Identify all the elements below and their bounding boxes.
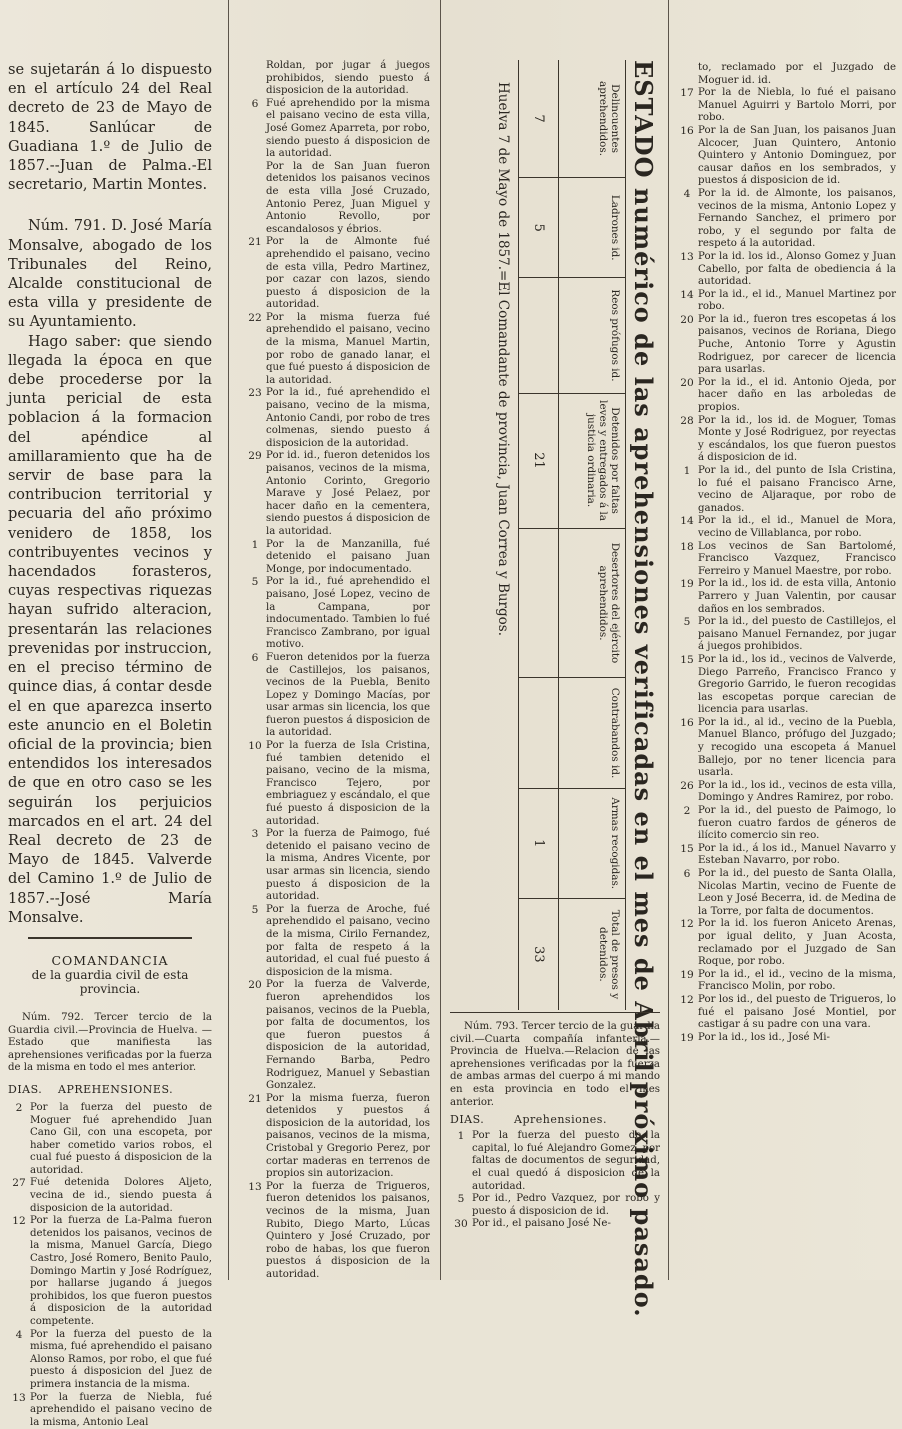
entry-text: Por la de Niebla, lo fué el paisano Manuel Aguirri y Bartolo Morri, por robo.: [698, 87, 896, 124]
entry-day: 3: [251, 828, 259, 841]
entry-day: 13: [680, 250, 694, 263]
entry-day: 19: [680, 1031, 694, 1044]
table-header: Delincuentes aprehendidos.: [597, 81, 621, 157]
entry-text: Por la id., del puesto de Santa Olalla, Nicolas Martin, vecino de Fuente de Leon y José Becerra, id. de Medina de la Torre, por falta de documentos.: [698, 868, 896, 917]
entry-text: Por la id., fué aprehendido el paisano, José Lopez, vecino de la Campana, por indocumentado. Tambien lo fué Francisco Zambrano, por igual motivo.: [266, 576, 430, 651]
table-column: [519, 789, 625, 899]
list-item: [676, 314, 896, 377]
dias-label: DIAS.: [8, 1082, 43, 1096]
list-item: [244, 98, 430, 161]
entry-day: 6: [251, 97, 259, 110]
list-item: [676, 465, 896, 515]
list-item: [676, 377, 896, 415]
dias-label: DIAS.: [450, 1113, 485, 1127]
entry-day: 17: [680, 87, 694, 100]
aprehensiones-label: Aprehensiones.: [514, 1113, 607, 1127]
table-column: [519, 678, 625, 788]
entry-text: Por la id. los id., Alonso Gomez y Juan Cabello, por falta de obediencia á la autoridad.: [698, 250, 896, 288]
table-header: Armas recogidas.: [609, 797, 621, 890]
table-column: [519, 394, 625, 529]
list-item: [244, 740, 430, 828]
estado-signature: Huelva 7 de Mayo de 1857.=El Comandante de provincia, Juan Correa y Burgos.: [495, 82, 511, 637]
entry-text: Por la id., los id., José Mi-: [698, 1031, 830, 1043]
list-item: [244, 1093, 430, 1181]
list-item: [8, 1329, 212, 1392]
list-item: [450, 1193, 660, 1218]
entry-text: Por la id., los id. de esta villa, Antonio Parrero y Juan Valentin, por causar daños en los sembrados.: [698, 578, 896, 615]
list-item: [676, 654, 896, 717]
entry-text: Por la id., fué aprehendido el paisano, vecino de la misma, Antonio Candi, por robo de tres colmenas, siendo puesto á disposicion de la autoridad.: [266, 387, 430, 449]
entry-text: Por la id., del puesto de Castillejos, el paisano Manuel Fernandez, por jugar á juegos prohibidos.: [698, 616, 896, 653]
list-item: [8, 1215, 212, 1328]
entry-text: Por la fuerza de Paimogo, fué detenido el paisano vecino de la misma, Andres Vicente, por usar armas sin licencia, siendo puesto á disposicion de la autoridad.: [266, 828, 430, 903]
table-column: [519, 529, 625, 679]
entry-text: Por la fuerza de Niebla, fué aprehendido el paisano vecino de la misma, Antonio Leal: [30, 1391, 212, 1428]
entry-day: 5: [457, 1193, 465, 1206]
list-item: [676, 188, 896, 251]
list-item: [244, 1181, 430, 1282]
entry-text: Los vecinos de San Bartolomé, Francisco Vazquez, Francisco Ferreiro y Manuel Maestre, por robo.: [698, 540, 896, 577]
entry-text: Por la id., el id., Manuel Martinez por robo.: [698, 288, 896, 313]
list-item: [676, 868, 896, 918]
list-item: [676, 541, 896, 579]
entry-text: Por la fuerza del puesto de la misma, fué aprehendido el paisano Alonso Ramos, por robo, el que fué puesto á disposicion del Juez de primera instancia de la misma.: [30, 1328, 212, 1390]
entry-day: 19: [680, 968, 694, 981]
list-item: [676, 780, 896, 805]
entry-day: 29: [248, 450, 262, 463]
table-column: [519, 178, 625, 278]
entry-day: 28: [680, 414, 694, 427]
table-column: [519, 60, 625, 178]
entry-text: Por la fuerza de Valverde, fueron aprehendidos los paisanos, vecinos de la Puebla, por falta de documentos, los que fueron puestos á disposicion de la autoridad, Fernando Barba, Pedro Rodriguez, Manuel y Sebastian Gonzalez.: [266, 979, 430, 1092]
entry-day: 30: [454, 1218, 468, 1231]
entry-text: Fueron detenidos por la fuerza de Castillejos, los paisanos, vecinos de la Puebla, Benito Lopez y Domingo Macías, por usar armas sin licencia, los que fueron puestos á disposicion de la autoridad.: [266, 651, 430, 739]
list-item: [676, 62, 896, 87]
table-column: [519, 278, 625, 393]
list-item: [676, 969, 896, 994]
entry-text: Por la de Almonte fué aprehendido el paisano, vecino de esta villa, Pedro Martinez, por cazar con lazos, siendo puesto á disposicion de la autoridad.: [266, 236, 430, 311]
table-column: [519, 899, 625, 1010]
table-header: Desertores del ejército aprehendidos.: [597, 542, 621, 664]
entry-text: Por la misma fuerza fué aprehendido el paisano, vecino de la misma, Manuel Martin, por robo de ganado lanar, el que fué puesto á disposicion de la autoridad.: [266, 311, 430, 386]
entry-day: 21: [248, 1092, 262, 1105]
list-item: [676, 87, 896, 125]
entry-text: Por la fuerza de Isla Cristina, fué tambien detenido el paisano, vecino de la misma, Francisco Tejero, por embriaguez y escándalo, el que fué puesto á disposicion de la autoridad.: [266, 740, 430, 827]
list-item: [244, 161, 430, 237]
table-header: Contrabandos id.: [609, 687, 621, 779]
entry-day: 1: [251, 538, 259, 551]
entry-day: 2: [683, 805, 691, 818]
list-item: [676, 251, 896, 289]
column-3-lower: [450, 1012, 660, 1231]
column-divider: [440, 0, 441, 1280]
entry-day: 14: [680, 288, 694, 301]
list-item: [676, 717, 896, 780]
entry-text: Fué aprehendido por la misma el paisano vecino de esta villa, José Gomez Aparreta, por robo, siendo puesto á disposicion de la autoridad.: [266, 97, 430, 160]
entry-day: 4: [683, 187, 691, 200]
entry-day: 10: [248, 740, 262, 753]
entry-text: Por la id., á los id., Manuel Navarro y Esteban Navarro, por robo.: [698, 842, 896, 867]
entry-text: Por los id., del puesto de Trigueros, lo fué el paisano José Montiel, por castigar á su padre con una vara.: [698, 993, 896, 1031]
entry-text: Roldan, por jugar á juegos prohibidos, siendo puesto á disposicion de la autoridad.: [266, 60, 430, 97]
entry-text: Por la misma fuerza, fueron detenidos y puestos á disposicion de la autoridad, los paisanos, vecinos de la misma, Cristobal y Gregorio Perez, por cortar maderas en terrenos de propios sin autorizacion.: [266, 1092, 430, 1180]
column-divider: [228, 0, 229, 1280]
entry-text: Por la id., los id., vecinos de Valverde, Diego Parreño, Francisco Franco y Gregorio Garrido, le fueron recogidas las escopetas porque carecian de licencia para usarlas.: [698, 653, 896, 716]
entry-text: Por id., Pedro Vazquez, por robo y puesto á disposicion de id.: [472, 1193, 660, 1217]
entry-text: Por id., el paisano José Ne-: [472, 1218, 611, 1230]
entry-text: Por la id., el id., Manuel de Mora, vecino de Villablanca, por robo.: [698, 515, 896, 539]
list-item: [8, 1392, 212, 1429]
list-item: [244, 60, 430, 98]
aprehensiones-label: APREHENSIONES.: [58, 1082, 174, 1096]
list-item: [676, 843, 896, 868]
column-4: [676, 62, 896, 1044]
entry-day: 23: [248, 387, 262, 400]
entry-day: 2: [15, 1101, 23, 1114]
entry-text: Por la de Manzanilla, fué detenido el paisano Juan Monge, por indocumentado.: [266, 538, 430, 575]
list-item: [676, 125, 896, 188]
entry-text: Por la id., los id., vecinos de esta villa, Domingo y Andres Ramirez, por robo.: [698, 779, 896, 804]
entry-day: 19: [680, 578, 694, 591]
comandancia-subheading: de la guardia civil de esta provincia.: [31, 967, 189, 996]
entry-text: Por la id., el id., vecino de la misma, Francisco Molin, por robo.: [698, 968, 896, 993]
list-item: [676, 918, 896, 968]
estado-table: [518, 60, 626, 1010]
entry-text: Por la id., del punto de Isla Cristina, lo fué el paisano Francisco Arne, vecino de Aljaraque, por robo de ganados.: [698, 465, 896, 514]
table-header: Total de presos y detenidos.: [597, 909, 621, 1000]
list-item: [450, 1130, 660, 1193]
entry-day: 1: [683, 465, 691, 477]
entry-day: [676, 62, 698, 87]
column-divider: [668, 0, 669, 1280]
list-item: [244, 450, 430, 538]
table-header: Detenidos por faltas leves y entregados á la justicia ordinaria.: [585, 400, 621, 521]
entry-text: Por la fuerza del puesto de Moguer fué aprehendido Juan Cano Gil, con una escopeta, por haber cometido varios robos, el cual fué puesto á disposicion de la autoridad.: [30, 1101, 212, 1176]
entry-text: Por la id., el id. Antonio Ojeda, por hacer daño en las arboledas de propios.: [698, 376, 896, 414]
list-item: [244, 904, 430, 980]
list-item: [676, 1032, 896, 1045]
entry-text: Por id. id., fueron detenidos los paisanos, vecinos de la misma, Antonio Corinto, Gregorio Marave y José Pelaez, por hacer daño en la cementera, siendo puestos á disposicion de la autoridad.: [266, 450, 430, 537]
entry-day: 14: [680, 515, 694, 528]
entry-day: 22: [248, 311, 262, 324]
col1-divider: [28, 937, 192, 939]
list-item: [244, 236, 430, 312]
entry-day: 26: [680, 779, 694, 792]
entry-text: Por la fuerza del puesto de la capital, lo fué Alejandro Gomez, por faltas de documentos de seguridad, el cual quedó á disposicion de la autoridad.: [472, 1130, 660, 1192]
entry-text: Por la id. los fueron Aniceto Arenas, por igual delito, y Juan Acosta, reclamado por el Juzgado de San Roque, por robo.: [698, 918, 896, 968]
table-cell: 7: [519, 60, 559, 177]
entry-text: Fué detenida Dolores Aljeto, vecina de id., siendo puesta á disposicion de la autoridad.: [30, 1177, 212, 1214]
table-cell: 1: [519, 789, 559, 898]
list-item: [244, 539, 430, 577]
table-cell: 21: [519, 394, 559, 528]
entry-text: Por la id. de Almonte, los paisanos, vecinos de la misma, Antonio Lopez y Fernando Sanchez, el primero por robo, y el segundo por falta de respeto á la autoridad.: [698, 187, 896, 250]
column-1: [8, 0, 212, 1429]
entry-day: 13: [248, 1180, 262, 1193]
entry-day: 13: [12, 1391, 26, 1404]
entry-text: Por la id., los id. de Moguer, Tomas Monte y José Rodriguez, por reyectas y escándalos, los que fueron puestos á disposicion de id.: [698, 414, 896, 464]
col3-intro: Núm. 793. Tercer tercio de la guardia civil.—Cuarta compañía infantería.—Provincia de Huelva.—Relacion de las aprehensiones verificadas por la fuerza de ambas armas del cuerpo á mi mando en esta provincia en todo el mes anterior.: [450, 1021, 660, 1108]
entry-day: 6: [683, 868, 691, 880]
list-item: [244, 652, 430, 740]
table-cell: [519, 278, 559, 392]
entry-text: Por la fuerza de La-Palma fueron detenidos los paisanos, vecinos de la misma, Manuel García, Diego Castro, José Romero, Benito Paulo, Domingo Martin y José Rodríguez, por hallarse jugando á juegos prohibidos, los que fueron puestos á disposicion de la autoridad competente.: [30, 1215, 212, 1327]
list-item: [244, 979, 430, 1092]
entry-text: Por la id., al id., vecino de la Puebla, Manuel Blanco, prófugo del Juzgado; y recogido una escopeta á Manuel Ballejo, por no tener licencia para usarla.: [698, 716, 896, 779]
entry-text: Por la de San Juan, los paisanos Juan Alcocer, Juan Quintero, Antonio Quintero y Antonio Dominguez, por causar daños en los sembrados, y puestos á disposicion de id.: [698, 124, 896, 187]
entry-day: 20: [680, 313, 694, 326]
entry-day: 15: [680, 653, 694, 666]
entry-day: 6: [251, 651, 259, 664]
col3-divider: [450, 1012, 660, 1013]
entry-day: 1: [457, 1130, 465, 1143]
list-item: [244, 576, 430, 652]
entry-day: 18: [680, 540, 694, 553]
list-item: [676, 289, 896, 314]
list-item: [676, 994, 896, 1032]
entry-day: 5: [251, 903, 259, 916]
col1-notice-body: Hago saber: que siendo llegada la época en que debe procederse por la junta pericial de esta poblacion á la formacion del apéndice al amillaramiento que ha de servir de base para la contribucion territorial y pecuaria del año próximo venidero de 1858, los contribuyentes vecinos y hacendados forasteros, cuyas respectivas riquezas hayan sufrido alteracion, presentarán las relaciones prevenidas por instruccion, en el preciso término de quince dias, á contar desde el en que aparezca inserto este anuncio en el Boletin oficial de la provincia; bien entendidos los interesados de que en otro caso se les seguirán los perjuicios marcados en el art. 24 del Real decreto de 23 de Mayo de 1845. Valverde del Camino 1.º de Julio de 1857.--José María Monsalve.: [8, 332, 212, 926]
table-cell: 33: [519, 899, 559, 1010]
table-cell: 5: [519, 178, 559, 277]
entry-day: 27: [12, 1177, 26, 1190]
list-item: [8, 1177, 212, 1215]
entry-text: to, reclamado por el Juzgado de Moguer id. id.: [698, 62, 896, 86]
entry-day: 16: [680, 716, 694, 729]
entry-day: 16: [680, 124, 694, 137]
list-item: [8, 1102, 212, 1178]
entry-day: [244, 161, 266, 237]
column-2: [244, 60, 430, 1282]
entry-day: 12: [12, 1215, 26, 1228]
list-item: [244, 828, 430, 904]
comandancia-heading: COMANDANCIA: [51, 952, 169, 968]
list-item: [244, 387, 430, 450]
list-item: [244, 312, 430, 388]
list-item: [676, 805, 896, 843]
table-cell: [519, 678, 559, 787]
list-item: [676, 515, 896, 540]
entry-day: 20: [248, 979, 262, 992]
entry-day: 20: [680, 376, 694, 389]
table-header: Reos prófugos id.: [609, 289, 621, 382]
entry-day: 12: [680, 993, 694, 1006]
entry-day: 4: [15, 1328, 23, 1341]
entry-text: Por la id., del puesto de Paimogo, lo fueron cuatro fardos de géneros de ilícito comercio sin reo.: [698, 805, 896, 842]
col1-paragraph-1: se sujetarán á lo dispuesto en el artículo 24 del Real decreto de 23 de Mayo de 1845. Sanlúcar de Guadiana 1.º de Julio de 1857.--Juan de Palma.-El secretario, Martin Montes.: [8, 61, 212, 194]
col1-notice-heading: Núm. 791. D. José María Monsalve, abogado de los Tribunales del Reino, Alcalde constitucional de esta villa y presidente de su Ayuntamiento.: [8, 217, 212, 331]
entry-text: Por la de San Juan fueron detenidos los paisanos vecinos de esta villa José Cruzado, Antonio Perez, Juan Miguel y Antonio Revollo, por escandalosos y ébrios.: [266, 160, 430, 235]
entry-day: 5: [251, 576, 259, 589]
col3-table-header: [450, 1113, 660, 1126]
list-item: [676, 616, 896, 654]
entry-text: Por la fuerza de Trigueros, fueron detenidos los paisanos, vecinos de la misma, Juan Rubito, Diego Marto, Lúcas Quintero y José Cruzado, por robo de habas, los que fueron puestos á disposicion de la autoridad.: [266, 1180, 430, 1280]
col1-entries: [8, 1102, 212, 1429]
list-item: [676, 415, 896, 465]
entry-day: 12: [680, 918, 694, 931]
list-item: [676, 578, 896, 616]
table-header: Ladrones id.: [609, 194, 621, 261]
entry-day: 21: [248, 236, 262, 249]
col1-intro: Núm. 792. Tercer tercio de la Guardia civil.—Provincia de Huelva. —Estado que manifiesta las aprehensiones verificadas por la fuerza de la misma en todo el mes anterior.: [8, 1011, 212, 1074]
table-cell: [519, 529, 559, 678]
list-item: [450, 1218, 660, 1231]
estado-title: ESTADO numérico de las aprehensiones verificadas en el mes de Abril próximo pasado.: [629, 60, 658, 1318]
entry-text: Por la fuerza de Aroche, fué aprehendido el paisano, vecino de la misma, Cirilo Fernandez, por falta de respeto á la autoridad, el cual fué puesto á disposicion de la misma.: [266, 903, 430, 978]
col1-table-header: [8, 1083, 212, 1096]
entry-day: 5: [683, 616, 691, 629]
entry-text: Por la id., fueron tres escopetas á los paisanos, vecinos de Roriana, Diego Puche, Antonio Torre y Agustin Rodriguez, por carecer de licencia para usarlas.: [698, 313, 896, 376]
entry-day: 15: [680, 842, 694, 855]
entry-day: [244, 60, 266, 98]
